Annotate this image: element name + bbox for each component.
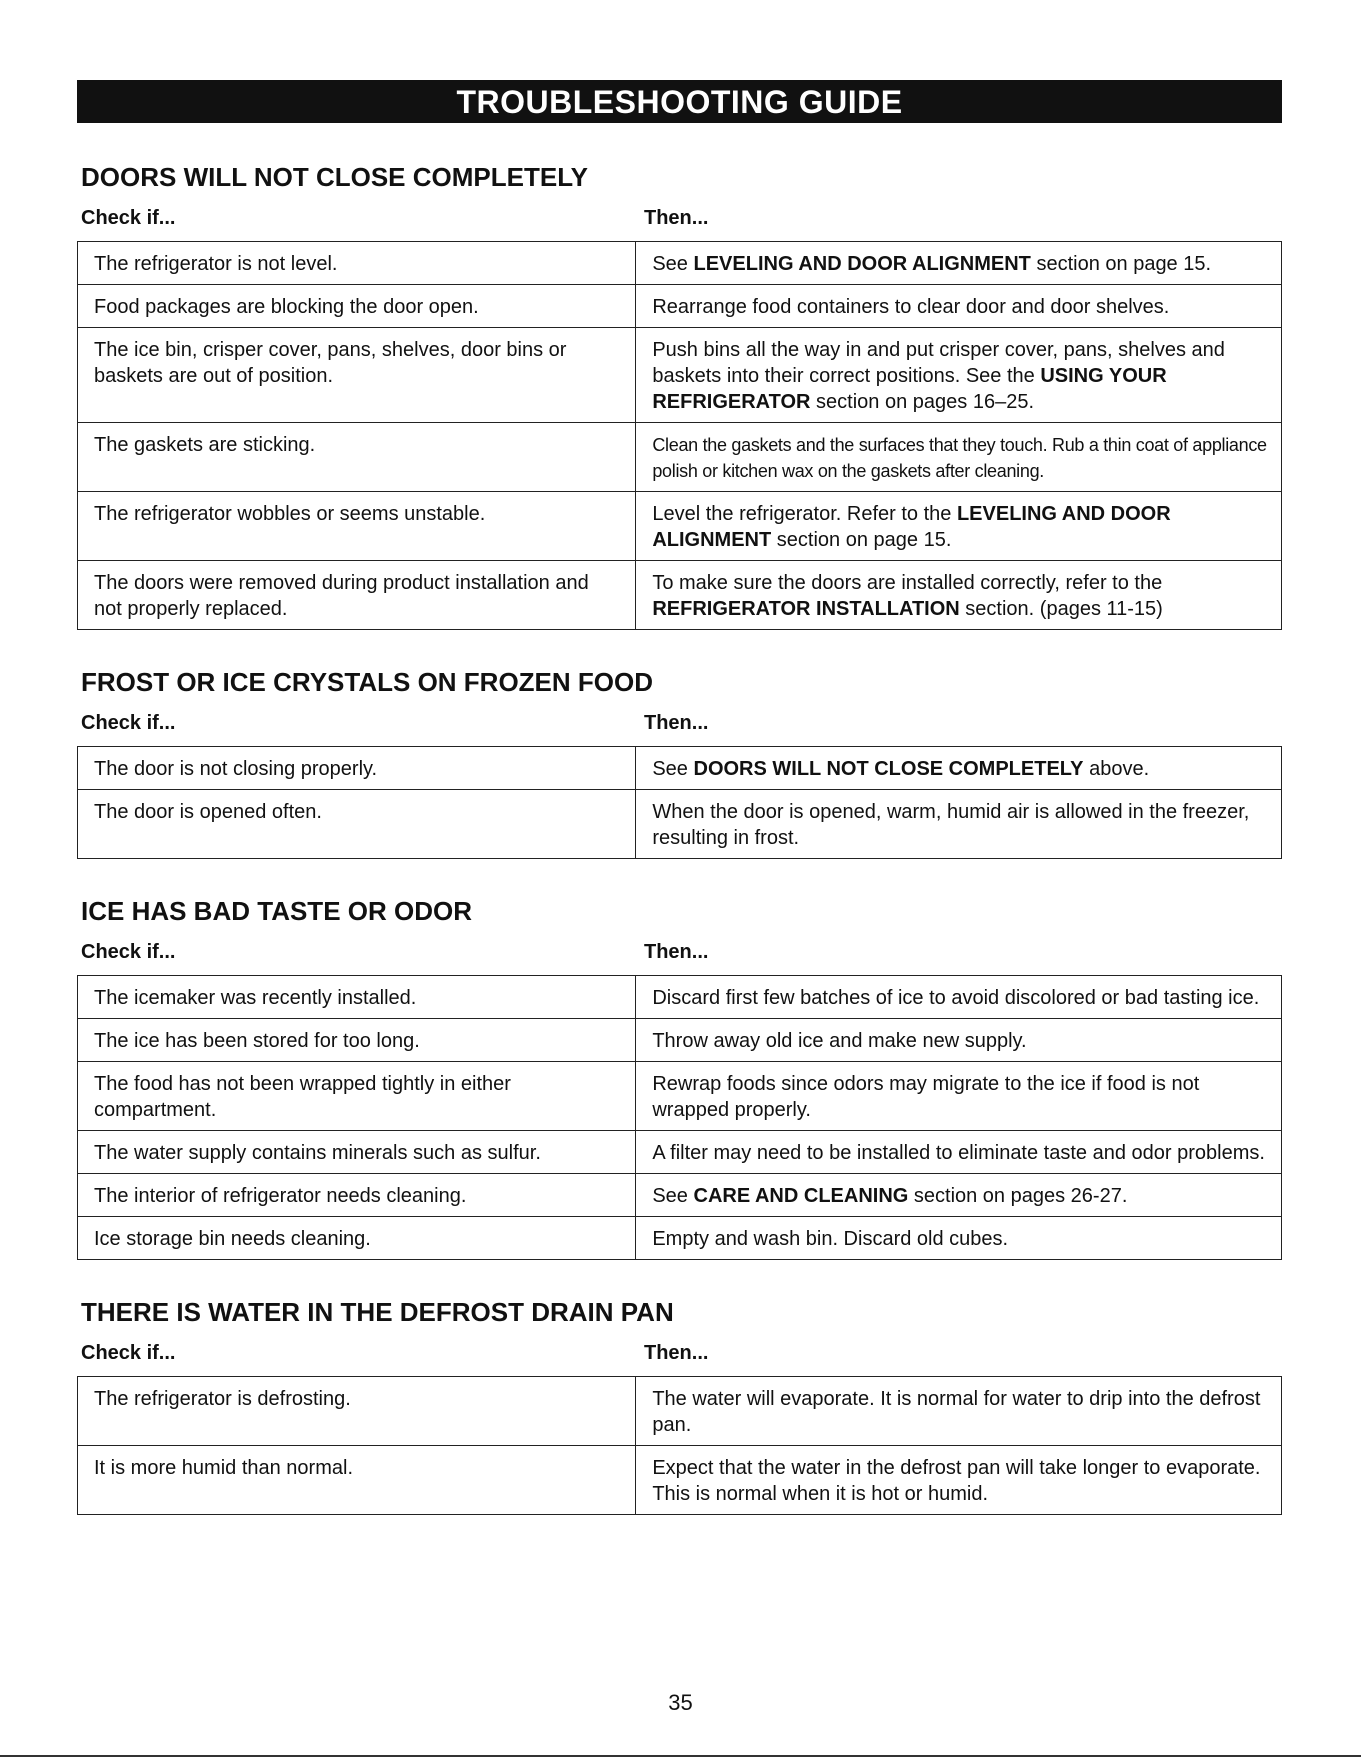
- table-row: [78, 1446, 1282, 1515]
- table-row: [78, 1062, 1282, 1131]
- table-row: [78, 790, 1282, 859]
- remedy-text: Expect that the water in the defrost pan will take longer to evaporate. This is normal when it is hot or humid.: [652, 1457, 1261, 1505]
- table-row: [78, 1174, 1282, 1217]
- troubleshooting-table: [77, 241, 1282, 630]
- remedy-text: section on page 15.: [1030, 253, 1212, 275]
- table-row: [78, 976, 1282, 1019]
- section-reference: USING YOUR REFRIGERATOR: [652, 365, 1167, 413]
- section-reference: REFRIGERATOR INSTALLATION: [652, 598, 960, 620]
- then-header: Then...: [644, 207, 709, 229]
- troubleshooting-table: [77, 1376, 1282, 1515]
- then-cell: [636, 1062, 1282, 1131]
- then-cell: [636, 561, 1282, 630]
- check-cell: The water supply contains minerals such as sulfur.: [78, 1131, 636, 1174]
- troubleshooting-section: [77, 666, 1282, 859]
- remedy-text: A filter may need to be installed to eliminate taste and odor problems.: [652, 1142, 1265, 1164]
- check-cell: The refrigerator is defrosting.: [78, 1377, 636, 1446]
- check-if-header: Check if...: [81, 1342, 176, 1364]
- section-title: THERE IS WATER IN THE DEFROST DRAIN PAN: [81, 1297, 674, 1327]
- document-page: [77, 80, 1282, 1515]
- then-cell: [636, 328, 1282, 423]
- remedy-text: To make sure the doors are installed correctly, refer to the: [652, 572, 1163, 594]
- section-title: DOORS WILL NOT CLOSE COMPLETELY: [81, 162, 589, 192]
- then-header: Then...: [644, 941, 709, 963]
- then-cell: [636, 285, 1282, 328]
- check-cell: Ice storage bin needs cleaning.: [78, 1217, 636, 1260]
- check-cell: The ice bin, crisper cover, pans, shelves, door bins or baskets are out of position.: [78, 328, 636, 423]
- troubleshooting-section: [77, 161, 1282, 630]
- footer-rule: [0, 1755, 1361, 1757]
- then-cell: [636, 1174, 1282, 1217]
- then-cell: [636, 1446, 1282, 1515]
- page-banner: TROUBLESHOOTING GUIDE: [77, 80, 1282, 123]
- check-cell: The gaskets are sticking.: [78, 423, 636, 492]
- check-cell: The interior of refrigerator needs cleaning.: [78, 1174, 636, 1217]
- section-reference: LEVELING AND DOOR ALIGNMENT: [652, 503, 1171, 551]
- remedy-text: The water will evaporate. It is normal for water to drip into the defrost pan.: [652, 1388, 1261, 1436]
- remedy-text: section on pages 26-27.: [908, 1185, 1128, 1207]
- remedy-text: See: [652, 1185, 694, 1207]
- check-cell: The door is opened often.: [78, 790, 636, 859]
- then-cell: [636, 1019, 1282, 1062]
- check-cell: The refrigerator is not level.: [78, 242, 636, 285]
- table-row: [78, 1377, 1282, 1446]
- check-cell: The door is not closing properly.: [78, 747, 636, 790]
- remedy-text: section on pages 16–25.: [810, 391, 1035, 413]
- then-cell: [636, 423, 1282, 492]
- table-row: [78, 1131, 1282, 1174]
- section-title: FROST OR ICE CRYSTALS ON FROZEN FOOD: [81, 667, 653, 697]
- check-if-header: Check if...: [81, 712, 176, 734]
- table-row: [78, 242, 1282, 285]
- then-cell: [636, 1217, 1282, 1260]
- remedy-text: Discard first few batches of ice to avoid discolored or bad tasting ice.: [652, 987, 1260, 1009]
- check-if-header: Check if...: [81, 207, 176, 229]
- section-reference: DOORS WILL NOT CLOSE COMPLETELY: [693, 758, 1084, 780]
- table-row: [78, 328, 1282, 423]
- then-cell: [636, 976, 1282, 1019]
- then-cell: [636, 747, 1282, 790]
- then-cell: [636, 790, 1282, 859]
- then-cell: [636, 242, 1282, 285]
- check-cell: Food packages are blocking the door open.: [78, 285, 636, 328]
- section-title: ICE HAS BAD TASTE OR ODOR: [81, 896, 472, 926]
- check-cell: The icemaker was recently installed.: [78, 976, 636, 1019]
- then-header: Then...: [644, 1342, 709, 1364]
- then-header: Then...: [644, 712, 709, 734]
- then-cell: [636, 1377, 1282, 1446]
- section-reference: LEVELING AND DOOR ALIGNMENT: [693, 253, 1031, 275]
- column-headers: [77, 205, 1282, 231]
- table-row: [78, 423, 1282, 492]
- then-cell: [636, 1131, 1282, 1174]
- check-if-header: Check if...: [81, 941, 176, 963]
- check-cell: The doors were removed during product installation and not properly replaced.: [78, 561, 636, 630]
- table-row: [78, 1019, 1282, 1062]
- troubleshooting-table: [77, 746, 1282, 859]
- remedy-text: Clean the gaskets and the surfaces that they touch. Rub a thin coat of appliance polish or kitchen wax on the gaskets after cleaning.: [652, 435, 1267, 481]
- table-row: [78, 492, 1282, 561]
- then-cell: [636, 492, 1282, 561]
- remedy-text: Rearrange food containers to clear door and door shelves.: [652, 296, 1170, 318]
- remedy-text: Empty and wash bin. Discard old cubes.: [652, 1228, 1009, 1250]
- table-row: [78, 747, 1282, 790]
- troubleshooting-section: [77, 1296, 1282, 1515]
- remedy-text: See: [652, 758, 694, 780]
- remedy-text: Throw away old ice and make new supply.: [652, 1030, 1027, 1052]
- table-row: [78, 1217, 1282, 1260]
- troubleshooting-section: [77, 895, 1282, 1260]
- remedy-text: Push bins all the way in and put crisper cover, pans, shelves and baskets into their correct positions. See the: [652, 339, 1225, 387]
- page-number: 35: [668, 1690, 693, 1715]
- troubleshooting-table: [77, 975, 1282, 1260]
- sections-container: [77, 161, 1282, 1515]
- remedy-text: Level the refrigerator. Refer to the: [652, 503, 957, 525]
- remedy-text: above.: [1083, 758, 1150, 780]
- check-cell: The refrigerator wobbles or seems unstable.: [78, 492, 636, 561]
- table-row: [78, 561, 1282, 630]
- column-headers: [77, 710, 1282, 736]
- check-cell: The ice has been stored for too long.: [78, 1019, 636, 1062]
- check-cell: It is more humid than normal.: [78, 1446, 636, 1515]
- remedy-text: Rewrap foods since odors may migrate to the ice if food is not wrapped properly.: [652, 1073, 1200, 1121]
- remedy-text: section. (pages 11-15): [959, 598, 1163, 620]
- column-headers: [77, 1340, 1282, 1366]
- table-row: [78, 285, 1282, 328]
- remedy-text: section on page 15.: [771, 529, 952, 551]
- remedy-text: When the door is opened, warm, humid air is allowed in the freezer, resulting in frost.: [652, 801, 1250, 849]
- remedy-text: See: [652, 253, 694, 275]
- check-cell: The food has not been wrapped tightly in either compartment.: [78, 1062, 636, 1131]
- section-reference: CARE AND CLEANING: [693, 1185, 909, 1207]
- column-headers: [77, 939, 1282, 965]
